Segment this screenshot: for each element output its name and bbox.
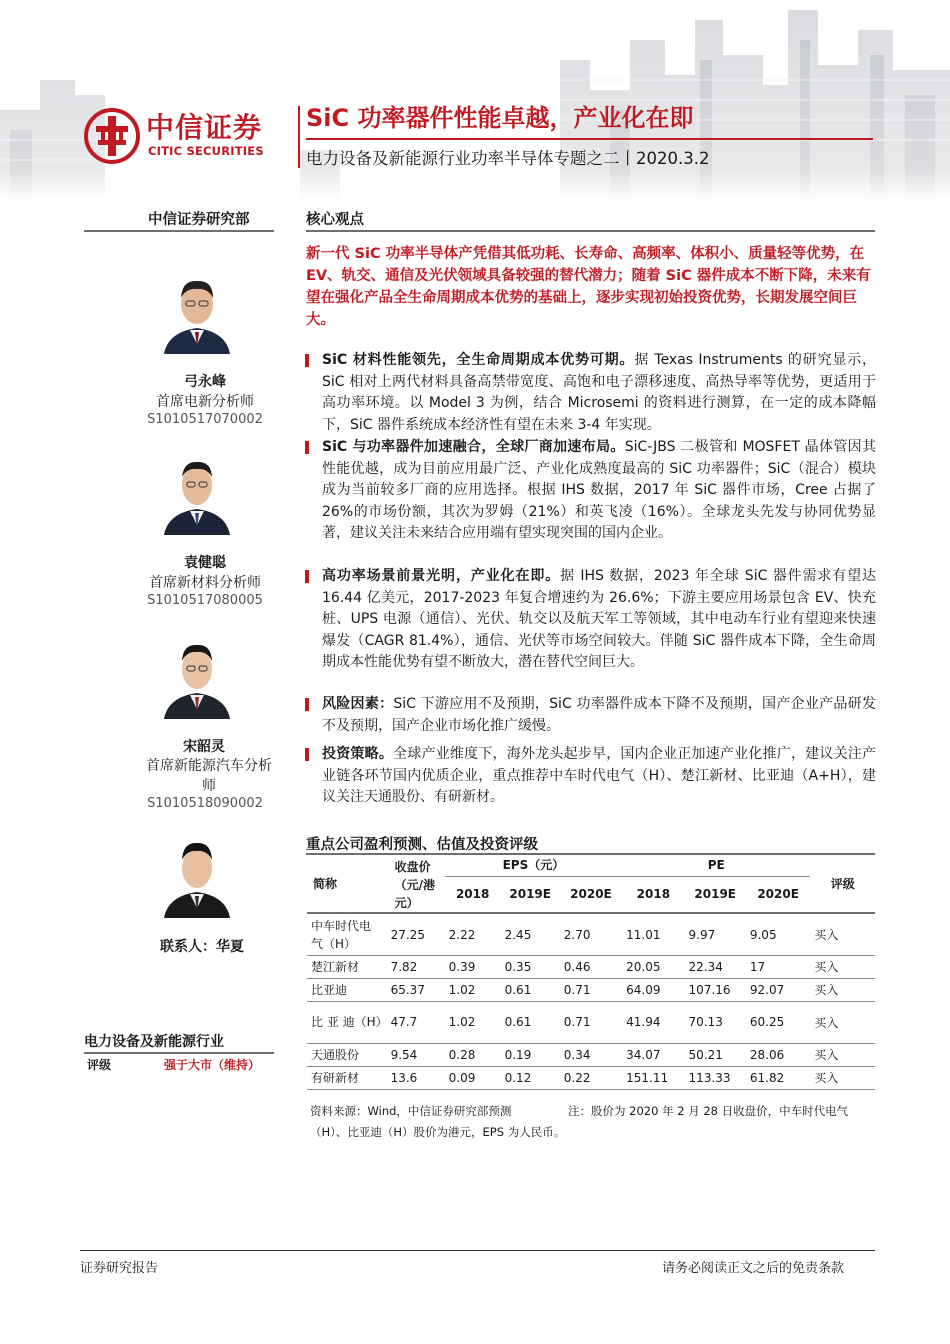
- bullet-body: 据 IHS 数据，2023 年全球 SiC 器件需求有望达 16.44 亿美元，2017-2023 年复合增速约为 26.6%；下游主要应用场景包含 EV、快充桩、UPS 电源（通信）、光伏、轨交以及航天军工等领域，其中电动车行业有望迎来快速爆发（CAGR 81.4%），通信、光伏等市场空间较大。伴随 SiC 器件成本下降，全生命周期成本性能优势有望不断放大，潜在替代空间巨大。: [322, 568, 876, 670]
- cell-pe: 20.05: [622, 955, 684, 978]
- header-rating: 评级: [830, 876, 855, 891]
- table-source: [310, 1103, 849, 1119]
- cell-eps: 0.39: [445, 955, 501, 978]
- header-separator: [298, 106, 300, 168]
- cell-eps: 0.09: [445, 1066, 501, 1089]
- cell-eps: 0.34: [560, 1043, 622, 1066]
- forecast-table: [307, 854, 875, 1090]
- cell-price: 65.37: [387, 978, 445, 1001]
- cell-name: 天通股份: [307, 1043, 387, 1066]
- header-pe: PE: [622, 854, 810, 876]
- bullet-item: [306, 694, 876, 737]
- cell-price: 47.7: [387, 1001, 445, 1043]
- bullet-head: 风险因素：: [322, 696, 394, 712]
- bullet-item: [306, 744, 876, 809]
- citic-logo: [84, 104, 294, 170]
- cell-pe: 70.13: [685, 1001, 746, 1043]
- industry-name: 电力设备及新能源行业: [84, 1034, 224, 1050]
- bullet-body: 全球产业维度下，海外龙头起步早，国内企业正加速产业化推广，建议关注产业链各环节国内优质企业，重点推荐中车时代电气（H）、楚江新材、比亚迪（A+H），建议关注天通股份、有研新材。: [322, 746, 877, 805]
- bullet-body: SiC 下游应用不及预期，SiC 功率器件成本下降不及预期，国产企业产品研发不及预期，国产企业市场化推广缓慢。: [322, 696, 876, 734]
- analyst-photo: [160, 449, 234, 535]
- cell-name: 比亚迪: [307, 978, 387, 1001]
- table-row: [307, 1066, 875, 1089]
- cell-pe: 41.94: [622, 1001, 684, 1043]
- footer-right: 请务必阅读正文之后的免责条款: [662, 1261, 845, 1276]
- table-row: [307, 955, 875, 978]
- cell-rating: 买入: [810, 955, 875, 978]
- cell-eps: 0.35: [501, 955, 560, 978]
- cell-pe: 9.05: [746, 915, 811, 955]
- cell-pe: 17: [746, 955, 811, 978]
- cell-rating: 买入: [810, 1043, 875, 1066]
- header-price: 收盘价（元/港元）: [394, 860, 435, 910]
- analyst-title: 首席新能源汽车分析师: [146, 758, 272, 794]
- table-note-continued: （H）、比亚迪（H）股价为港元，EPS 为人民币。: [310, 1125, 566, 1139]
- cell-eps: 0.61: [501, 978, 560, 1001]
- cell-eps: 0.61: [501, 1001, 560, 1043]
- cell-pe: 113.33: [685, 1066, 746, 1089]
- header-name: 简称: [313, 876, 338, 891]
- cell-price: 7.82: [387, 955, 445, 978]
- header-year: 2019E: [509, 887, 551, 902]
- analyst-photo: [160, 268, 234, 354]
- cell-eps: 2.45: [501, 915, 560, 955]
- cell-name: 有研新材: [307, 1066, 387, 1089]
- cell-eps: 0.46: [560, 955, 622, 978]
- bullet-head: SiC 材料性能领先，全生命周期成本优势可期。: [322, 352, 635, 368]
- bullet-bar-icon: [305, 570, 309, 583]
- cell-eps: 0.28: [445, 1043, 501, 1066]
- contact-name: 联系人：华夏: [160, 939, 244, 955]
- analyst-name: 宋韶灵: [183, 739, 225, 755]
- cell-eps: 1.02: [445, 1001, 501, 1043]
- main-header-rule: [306, 230, 875, 232]
- table-row: [307, 978, 875, 1001]
- cell-pe: 64.09: [622, 978, 684, 1001]
- cell-price: 9.54: [387, 1043, 445, 1066]
- report-title: SiC 功率器件性能卓越，产业化在即: [306, 104, 694, 132]
- analyst-name: 弓永峰: [184, 374, 226, 390]
- table-row: [307, 915, 875, 955]
- bullet-item: [306, 566, 876, 674]
- footer-left: 证券研究报告: [80, 1261, 159, 1276]
- contact-photo: [160, 832, 234, 918]
- cell-pe: 60.25: [746, 1001, 811, 1043]
- rating-label: 评级: [87, 1058, 112, 1072]
- cell-eps: 2.22: [445, 915, 501, 955]
- analyst-id: S1010517080005: [147, 593, 263, 608]
- industry-rule: [84, 1052, 274, 1054]
- cell-pe: 11.01: [622, 915, 684, 955]
- footer-rule: [80, 1250, 875, 1251]
- source-text: 资料来源：Wind，中信证券研究部预测: [310, 1104, 512, 1118]
- header-year: 2020E: [757, 887, 799, 902]
- cell-eps: 1.02: [445, 978, 501, 1001]
- bullet-body: 据 Texas Instruments 的研究显示， SiC 相对上两代材料具备高禁带宽度、高饱和电子漂移速度、高热导率等优势，更适用于高功率环境。以 Model 3 为例，结合 Microsemi 的资料进行测算，在一定的成本降幅下，SiC 器件系统成本经济性有望在未来 3-4 年实现。: [322, 352, 877, 433]
- analyst-title: 首席电新分析师: [156, 394, 254, 410]
- summary-paragraph: 新一代 SiC 功率半导体产凭借其低功耗、长寿命、高频率、体积小、质量轻等优势，在 EV、轨交、通信及光伏领域具备较强的替代潜力；随着 SiC 器件成本不断下降，未来有望在强化产品全生命周期成本优势的基础上，逐步实现初始投资优势，长期发展空间巨大。: [306, 246, 871, 328]
- cell-eps: 0.19: [501, 1043, 560, 1066]
- core-view-title: 核心观点: [306, 212, 364, 228]
- cell-price: 27.25: [387, 915, 445, 955]
- research-dept-label: 中信证券研究部: [148, 212, 250, 228]
- cell-rating: 买入: [810, 1001, 875, 1043]
- bullet-bar-icon: [305, 748, 309, 761]
- cell-name: 楚江新材: [307, 955, 387, 978]
- cell-pe: 28.06: [746, 1043, 811, 1066]
- analyst-photo: [160, 633, 234, 719]
- bullet-bar-icon: [305, 354, 309, 367]
- bullet-head: SiC 与功率器件加速融合，全球厂商加速布局。: [322, 439, 625, 455]
- cell-pe: 22.34: [685, 955, 746, 978]
- analyst-id: S1010518090002: [147, 796, 263, 811]
- header-year: 2020E: [570, 887, 612, 902]
- header-eps: EPS（元）: [445, 854, 622, 876]
- bullet-item: [306, 350, 876, 436]
- cell-eps: 2.70: [560, 915, 622, 955]
- cell-rating: 买入: [810, 978, 875, 1001]
- cell-name: 中车时代电气（H）: [307, 915, 387, 955]
- bullet-bar-icon: [305, 441, 309, 454]
- header-year: 2018: [455, 887, 490, 902]
- cell-pe: 34.07: [622, 1043, 684, 1066]
- cell-pe: 151.11: [622, 1066, 684, 1089]
- cell-pe: 9.97: [685, 915, 746, 955]
- cell-price: 13.6: [387, 1066, 445, 1089]
- bullet-body: SiC-JBS 二极管和 MOSFET 晶体管因其性能优越，成为目前应用最广泛、产业化成熟度最高的 SiC 功率器件；SiC（混合）模块成为当前较多厂商的应用选择。根据 IHS 数据，2017 年 SiC 器件市场，Cree 占据了 26%的市场份额，其次为罗姆（21%）和英飞凌（16%）。全球龙头先发与协同优势显著，建议关注未来结合应用端有望实现突围的国内企业。: [322, 439, 877, 541]
- left-header-rule: [84, 230, 274, 232]
- analyst-title: 首席新材料分析师: [149, 575, 261, 591]
- cell-eps: 0.71: [560, 1001, 622, 1043]
- cell-pe: 61.82: [746, 1066, 811, 1089]
- cell-name: 比 亚 迪（H）: [307, 1001, 387, 1043]
- cell-pe: 50.21: [685, 1043, 746, 1066]
- cell-pe: 107.16: [685, 978, 746, 1001]
- table-row: [307, 1001, 875, 1043]
- rating-value: 强于大市（维持）: [164, 1058, 261, 1072]
- cell-pe: 92.07: [746, 978, 811, 1001]
- note-text: 注：股价为 2020 年 2 月 28 日收盘价，中车时代电气: [568, 1104, 849, 1118]
- table-title: 重点公司盈利预测、估值及投资评级: [306, 837, 538, 853]
- table-row: [307, 1043, 875, 1066]
- title-rule: [306, 138, 873, 140]
- cell-rating: 买入: [810, 915, 875, 955]
- bullet-bar-icon: [305, 698, 309, 711]
- logo-chinese-text: 中信证券: [146, 111, 263, 144]
- analyst-name: 袁健聪: [184, 555, 226, 571]
- analyst-id: S1010517070002: [147, 412, 263, 427]
- header-year: 2018: [636, 887, 671, 902]
- cell-eps: 0.12: [501, 1066, 560, 1089]
- cell-eps: 0.71: [560, 978, 622, 1001]
- header-year: 2019E: [694, 887, 736, 902]
- bullet-head: 高功率场景前景光明，产业化在即。: [322, 568, 561, 584]
- report-subtitle: 电力设备及新能源行业功率半导体专题之二丨2020.3.2: [306, 149, 710, 168]
- bullet-head: 投资策略。: [322, 746, 394, 762]
- logo-english-text: CITIC SECURITIES: [148, 144, 264, 158]
- cell-rating: 买入: [810, 1066, 875, 1089]
- cell-eps: 0.22: [560, 1066, 622, 1089]
- citic-emblem-icon: [84, 108, 140, 164]
- bullet-item: [306, 437, 876, 545]
